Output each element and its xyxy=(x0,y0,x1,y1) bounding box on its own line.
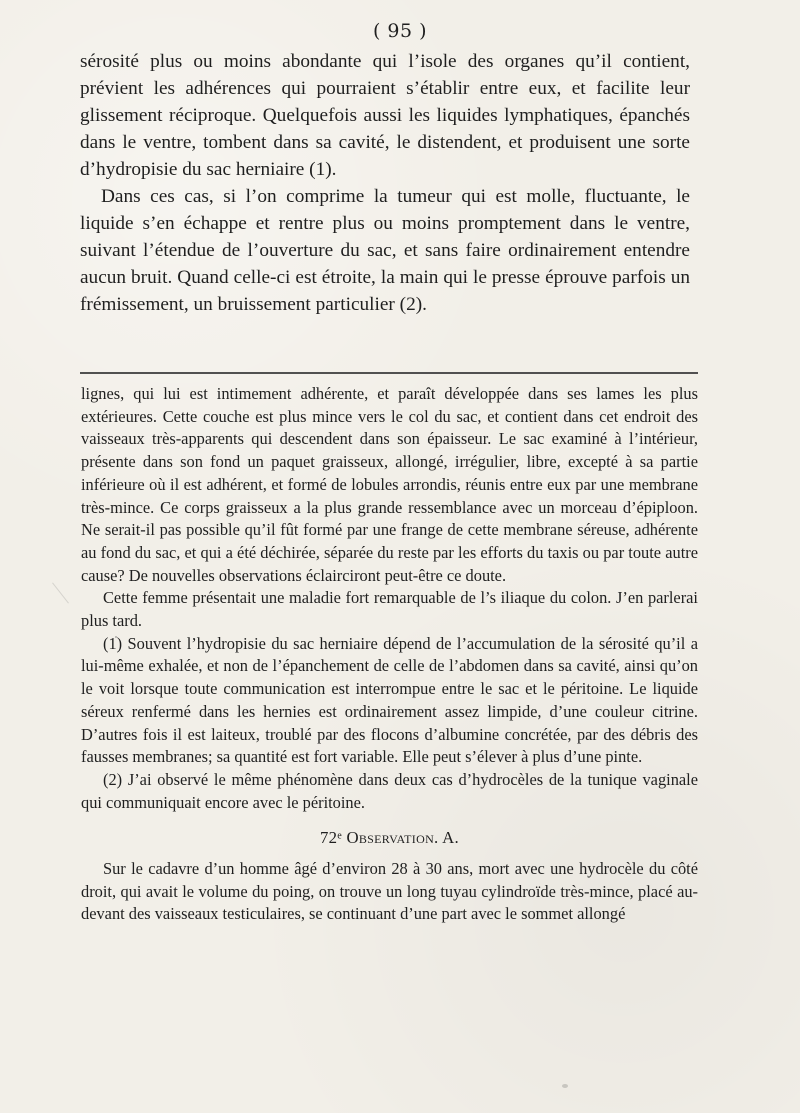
main-paragraph-1: sérosité plus ou moins abondante qui l’isole des organes qu’il contient, prévient les adhérences qui pourraient s’établir entre eux, et facilite leur glissement réciproque. Quelquefois aussi les liquides lymphatiques, épanchés dans le ventre, tombent dans sa cavité, le distendent, et produisent une sorte d’hydropisie du sac herniaire (1). xyxy=(80,51,690,180)
paper-speck xyxy=(562,1084,568,1088)
page-number: ( 95 ) xyxy=(372,20,428,42)
main-paragraph-2: Dans ces cas, si l’on comprime la tumeur qui est molle, fluctuante, le liquide s’en échappe et rentre plus ou moins promptement dans le ventre, suivant l’étendue de l’ouverture du sac, et sans faire ordinairement entendre aucun bruit. Quand celle-ci est étroite, la main qui le presse éprouve parfois un frémissement, un bruissement particulier (2). xyxy=(80,186,690,315)
paper-mark xyxy=(52,582,69,603)
footnote-continuation: lignes, qui lui est intimement adhérente, et paraît développée dans ses lames les plus extérieures. Cette couche est plus mince vers le col du sac, et contient dans cet endroit des vaisseaux très-apparents qui descendent dans son épaisseur. Le sac examiné à l’intérieur, présente dans son fond un paquet graisseux, allongé, irrégulier, libre, excepté à sa partie inférieure où il est adhérent, et formé de lobules arrondis, réunis entre eux par une membrane très-mince. Ce corps graisseux a la plus grande ressemblance avec un morceau d’épiploon. Ne serait-il pas possible qu’il fût formé par une frange de cette membrane séreuse, adhérente au fond du sac, et qui a été déchirée, séparée du reste par les efforts du taxis ou par toute autre cause? De nouvelles observations éclairciront peut-être ce doute. xyxy=(81,384,698,585)
observation-heading: 72ᵉ Observation. A. xyxy=(319,828,460,848)
case-note: Cette femme présentait une maladie fort remarquable de l’s iliaque du colon. J’en parlerai plus tard. xyxy=(81,588,698,631)
footnotes-block xyxy=(81,383,698,926)
observation-text: Sur le cadavre d’un homme âgé d’environ 28 à 30 ans, mort avec une hydrocèle du côté droit, qui avait le volume du poing, on trouve un long tuyau cylindroïde très-mince, placé au-devant des vaisseaux testiculaires, se continuant d’une part avec le sommet allongé xyxy=(81,859,698,924)
paper-speck xyxy=(115,636,117,638)
footnote-divider xyxy=(80,372,698,374)
footnote-1: (1) Souvent l’hydropisie du sac herniaire dépend de l’accumulation de la sérosité qu’il a lui-même exhalée, et non de l’épanchement de celle de l’abdomen dans sa cavité, ainsi qu’on le voit lorsque toute communication est interrompue entre le sac et le péritoine. Le liquide séreux renfermé dans les hernies est ordinairement assez limpide, d’une couleur citrine. D’autres fois il est laiteux, troublé par des flocons d’albumine concrétée, par des débris des fausses membranes; sa quantité est fort variable. Elle peut s’élever à plus d’une pinte. xyxy=(81,633,698,767)
main-text-block xyxy=(80,48,690,318)
footnote-2: (2) J’ai observé le même phénomène dans deux cas d’hydrocèles de la tunique vaginale qui communiquait encore avec le péritoine. xyxy=(81,769,698,812)
